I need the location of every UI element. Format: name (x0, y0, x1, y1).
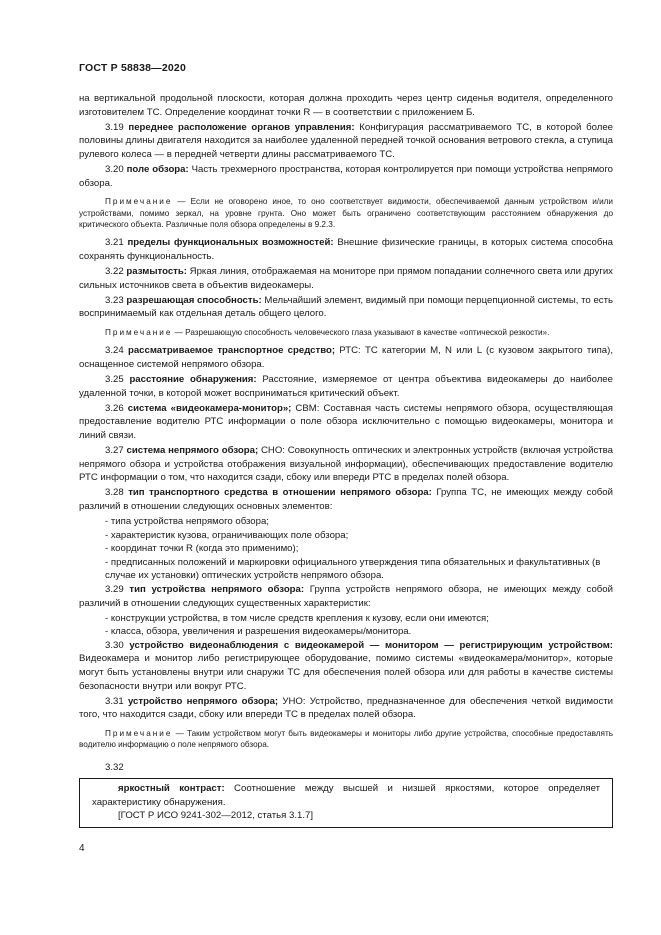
list-item: - типа устройства непрямого обзора; (79, 515, 613, 529)
list-item: - координат точки R (когда это применимо); (79, 542, 613, 556)
term-3-24: 3.24 рассматриваемое транспортное средство; РТС: ТС категории М, N или L (с кузовом закрытого типа), оснащенное системой непрямого обзора. (79, 345, 614, 370)
page-number: 4 (79, 843, 85, 854)
term-3-26: 3.26 система «видеокамера-монитор»; СВМ: Составная часть системы непрямого обзора, осуществляющая предоставление водителю РТС информации о поле обзора исключительно с помощью видеокамеры, монитора и линий связи. (79, 402, 613, 441)
term-3-30: 3.30 устройство видеонаблюдения с видеокамерой — монитором — регистрирующим устройством: Видеокамера и монитор либо регистрирующее оборудование, помимо системы «видеокамера/монитор», которые могут быть установлены внутри или снаружи ТС для обеспечения полей обзора или для работы в качестве системы безопасности внутри или вокруг РТС. (79, 639, 613, 692)
term-3-23: 3.23 разрешающая способность: Мельчайший элемент, видимый при помощи перцепционной системы, то есть воспринимаемый как отдельная деталь общего целого. (79, 294, 613, 320)
term-3-32-number: 3.32 (105, 761, 124, 773)
term-3-19: 3.19 переднее расположение органов управления: Конфигурация рассматриваемого ТС, в которой более половины длины двигателя находится за наиболее удаленной передней точкой основания ветрового стекла, а ступица рулевого колеса — в передней четверти длины рассматриваемого ТС. (79, 121, 614, 160)
term-3-31: 3.31 устройство непрямого обзора; УНО: Устройство, предназначенное для обеспечения четкой видимости того, что находится сзади, сбоку или впереди ТС в пределах полей обзора. (79, 695, 613, 721)
term-3-28: 3.28 тип транспортного средства в отношении непрямого обзора: Группа ТС, не имеющих между собой различий в отношении следующих основных элементов: (79, 487, 613, 512)
note-3-23: Примечание — Разрешающую способность человеческого глаза указывают в качестве «оптической резкости». (105, 327, 550, 337)
list-item: - характеристик кузова, ограничивающих поле обзора; (79, 529, 613, 543)
note-3-31: Примечание — Таким устройством могут быть видеокамеры и мониторы либо другие устройства, способные предоставлять водителю информацию о поле непрямого обзора. (79, 728, 613, 750)
term-3-27: 3.27 система непрямого обзора; СНО: Совокупность оптических и электронных устройств (включая устройства непрямого обзора и устройства отображения визуальной информации), обеспечивающих предоставление водителю РТС информации о том, что находится сзади, сбоку или впереди РТС в пределах полей обзора. (79, 445, 613, 484)
term-3-25: 3.25 расстояние обнаружения: Расстояние, измеряемое от центра объектива видеокамеры до наиболее удаленной точки, в которой может восприниматься критический объект. (79, 374, 613, 399)
term-3-32-box (79, 778, 613, 828)
intro-paragraph: на вертикальной продольной плоскости, которая должна проходить через центр сиденья водителя, определенного изготовителем ТС. Определение координат точки R — в соответствии с приложением Б. (79, 93, 613, 118)
list-item: - класса, обзора, увеличения и разрешения видеокамеры/монитора. (79, 625, 613, 639)
document-body (79, 92, 613, 828)
term-3-32-reference: [ГОСТ Р ИСО 9241-302—2012, статья 3.1.7] (118, 810, 313, 822)
term-3-29: 3.29 тип устройства непрямого обзора: Группа устройств непрямого обзора, не имеющих между собой различий в отношении следующих существенных характеристик: (79, 583, 613, 609)
list-item: - предписанных положений и маркировки официального утверждения типа обязательных и факультативных (в случае их установки) оптических устройств непрямого обзора. (79, 556, 613, 583)
term-3-32-definition: яркостный контраст: Соотношение между высшей и низшей яркостями, которое определяет характеристику обнаружения. (92, 783, 601, 808)
note-3-20: Примечание — Если не оговорено иное, то оно соответствует видимости, обеспечиваемой данным устройством и/или устройствами, помимо зеркал, на уровне грунта. Оно может быть ограничено соответствующим расстоянием обнаружения до критического объекта. Различные поля обзора определены в 9.2.3. (79, 197, 613, 229)
list-item: - конструкции устройства, в том числе средств крепления к кузову, если они имеются; (79, 612, 613, 626)
term-3-20: 3.20 поле обзора: Часть трехмерного пространства, которая контролируется при помощи устройства непрямого обзора. (79, 163, 613, 189)
term-3-21: 3.21 пределы функциональных возможностей: Внешние физические границы, в которых система способна сохранять функциональность. (79, 237, 613, 262)
term-3-22: 3.22 размытость: Яркая линия, отображаемая на мониторе при прямом попадании солнечного света или других сильных источников света в объектив видеокамеры. (79, 266, 613, 291)
document-header: ГОСТ Р 58838—2020 (79, 62, 187, 74)
